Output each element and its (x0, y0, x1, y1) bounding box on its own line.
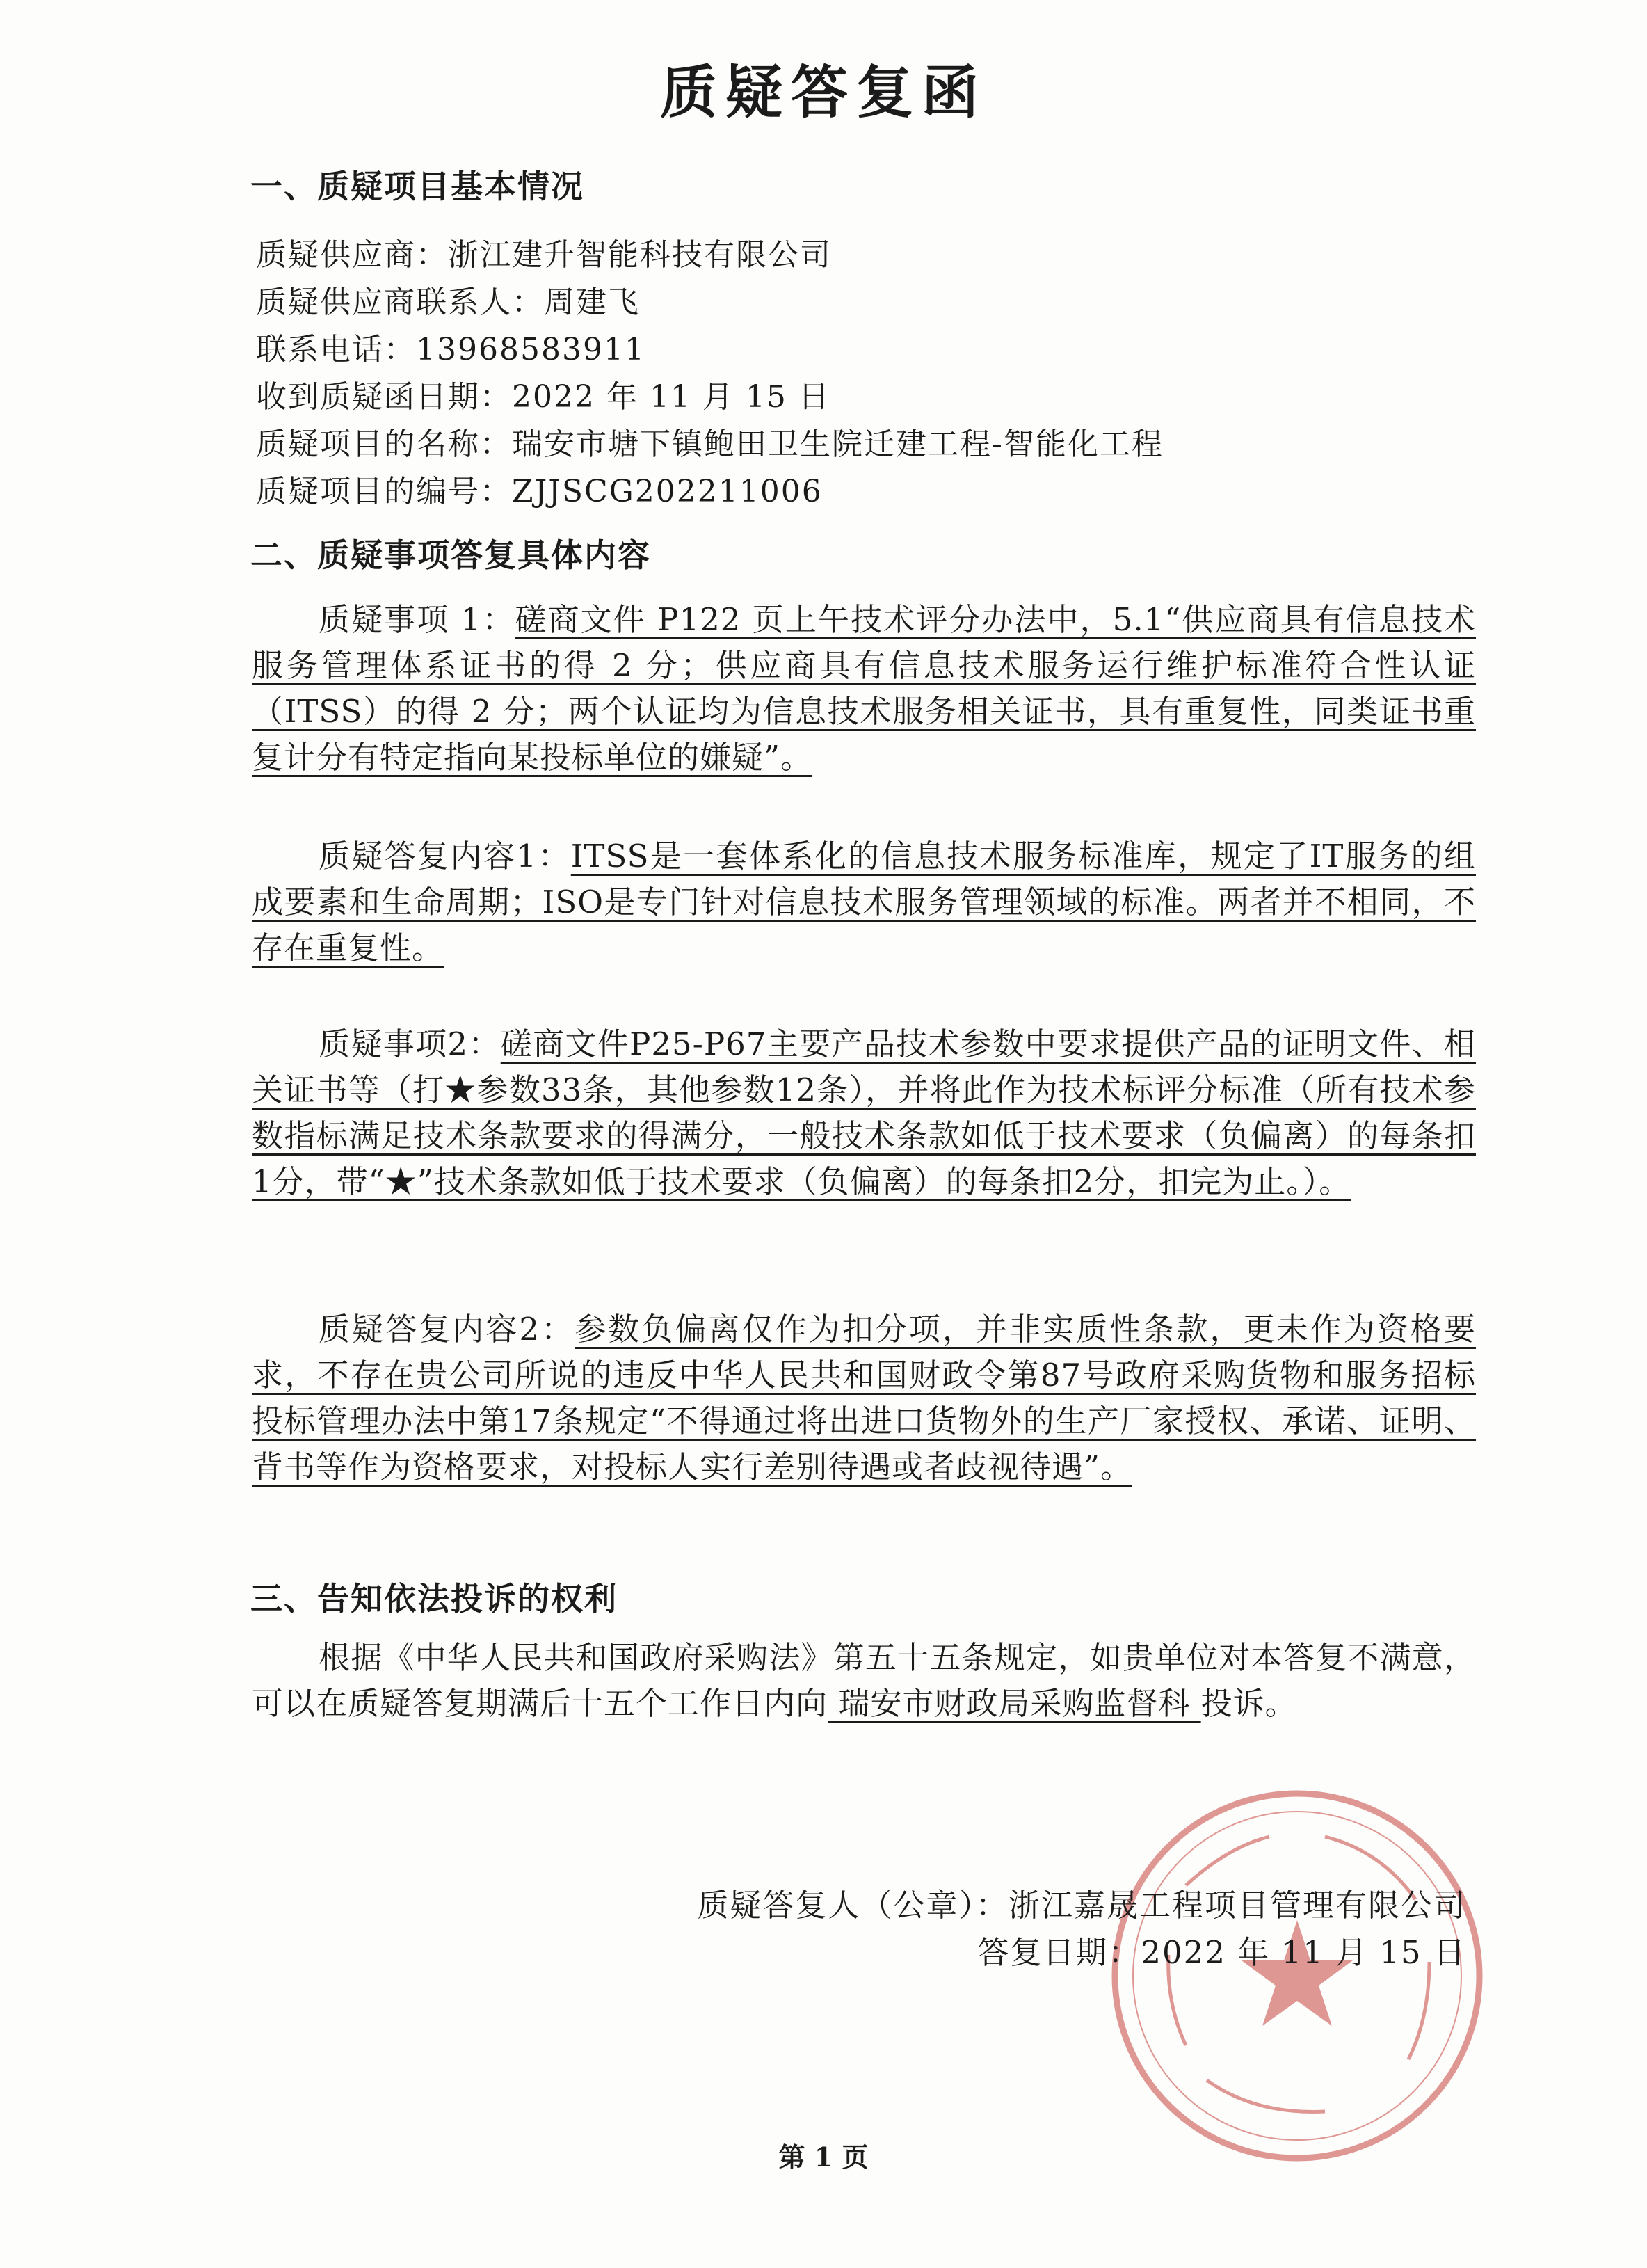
answer-1 (252, 833, 1476, 971)
complaint-authority: 瑞安市财政局采购监督科 (828, 1685, 1201, 1722)
project-number-line: 质疑项目的编号：ZJJSCG202211006 (256, 474, 823, 509)
question-2-label: 质疑事项2： (319, 1025, 501, 1062)
received-date-line: 收到质疑函日期：2022 年 11 月 15 日 (256, 379, 830, 415)
complaint-text-before: 根据《中华人民共和国政府采购法》第五十五条规定，如贵单位对本答复不满意，可以在质疑答复期满后十五个工作日内向 (252, 1639, 1476, 1722)
answer-2 (252, 1307, 1476, 1490)
answer-1-label: 质疑答复内容1： (319, 838, 571, 875)
respondent-line: 质疑答复人（公章）：浙江嘉晟工程项目管理有限公司 (697, 1887, 1466, 1924)
official-seal-stamp (1102, 1781, 1492, 2171)
supplier-line: 质疑供应商：浙江建升智能科技有限公司 (256, 237, 832, 273)
section-1-heading: 一、质疑项目基本情况 (250, 168, 584, 205)
section-3-heading: 三、告知依法投诉的权利 (250, 1580, 618, 1618)
question-1 (252, 597, 1476, 781)
question-1-text: 磋商文件 P122 页上午技术评分办法中，5.1“供应商具有信息技术服务管理体系证书的得 2 分；供应商具有信息技术服务运行维护标准符合性认证（ITSS）的得 2 分；两个认证均为信息技术服务相关证书，具有重复性，同类证书重复计分有特定指向某投标单位的嫌疑”。 (252, 601, 1476, 776)
phone-line: 联系电话：13968583911 (256, 332, 645, 367)
page-number: 第 1 页 (778, 2141, 869, 2173)
question-2 (252, 1021, 1476, 1205)
complaint-rights (252, 1635, 1476, 1727)
document-title: 质疑答复函 (659, 59, 987, 126)
complaint-text-after: 投诉。 (1200, 1685, 1297, 1722)
answer-1-text: ITSS是一套体系化的信息技术服务标准库，规定了IT服务的组成要素和生命周期；ISO是专门针对信息技术服务管理领域的标准。两者并不相同，不存在重复性。 (252, 838, 1476, 966)
section-2-heading: 二、质疑事项答复具体内容 (250, 536, 651, 574)
question-2-text: 磋商文件P25-P67主要产品技术参数中要求提供产品的证明文件、相关证书等（打★参数33条，其他参数12条），并将此作为技术标评分标准（所有技术参数指标满足技术条款要求的得满分，一般技术条款如低于技术要求（负偏离）的每条扣1分，带“★”技术条款如低于技术要求（负偏离）的每条扣2分，扣完为止。）。 (252, 1025, 1476, 1200)
answer-2-label: 质疑答复内容2： (319, 1311, 575, 1348)
question-1-label: 质疑事项 1： (319, 601, 515, 638)
answer-2-text: 参数负偏离仅作为扣分项，并非实质性条款，更未作为资格要求，不存在贵公司所说的违反中华人民共和国财政令第87号政府采购货物和服务招标投标管理办法中第17条规定“不得通过将出进口货物外的生产厂家授权、承诺、证明、背书等作为资格要求，对投标人实行差别待遇或者歧视待遇”。 (252, 1311, 1476, 1485)
reply-date-line: 答复日期：2022 年 11 月 15 日 (977, 1934, 1466, 1971)
contact-person-line: 质疑供应商联系人：周建飞 (256, 285, 640, 320)
project-name-line: 质疑项目的名称：瑞安市塘下镇鲍田卫生院迁建工程-智能化工程 (256, 426, 1164, 462)
